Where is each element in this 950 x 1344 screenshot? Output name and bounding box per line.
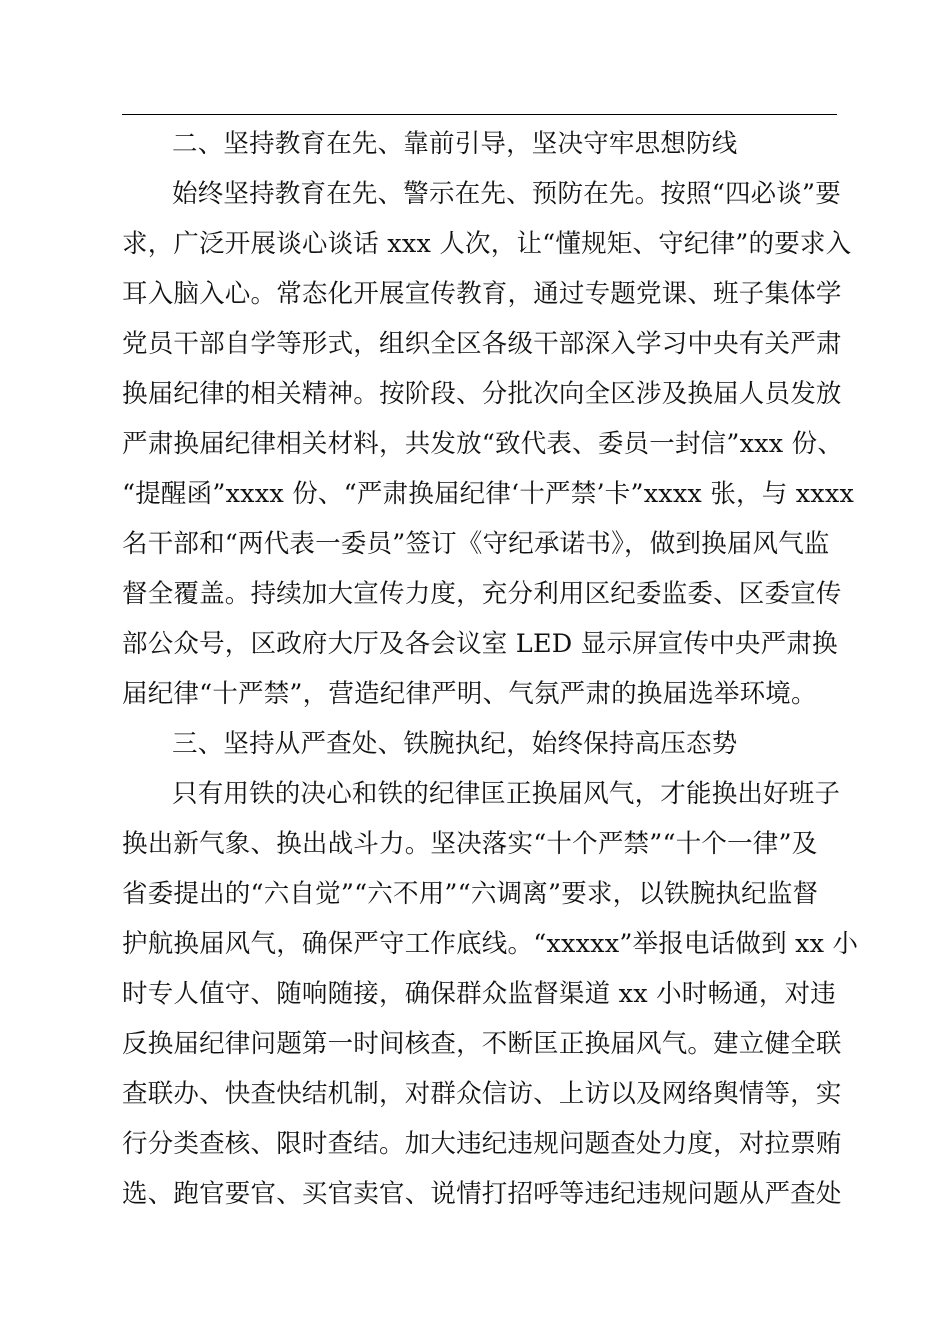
paragraph-line: 省委提出的“六自觉”“六不用”“六调离”要求，以铁腕执纪监督 [122,879,819,909]
paragraph-line: 部公众号，区政府大厅及各会议室 LED 显示屏宣传中央严肃换 [122,629,838,659]
paragraph-line: 换届纪律的相关精神。按阶段、分批次向全区涉及换届人员发放 [122,379,842,409]
paragraph-line: 换出新气象、换出战斗力。坚决落实“十个严禁”“十个一律”及 [122,829,818,859]
paragraph-line: 选、跑官要官、买官卖官、说情打招呼等违纪违规问题从严查处 [122,1179,842,1209]
paragraph-line: 届纪律“十严禁”，营造纪律严明、气氛严肃的换届选举环境。 [122,679,817,709]
paragraph-line: 始终坚持教育在先、警示在先、预防在先。按照“四必谈”要 [172,179,841,209]
paragraph-line: “提醒函”xxxx 份、“严肃换届纪律‘十严禁’卡”xxxx 张，与 xxxx [122,479,855,509]
paragraph-line: 查联办、快查快结机制，对群众信访、上访以及网络舆情等，实 [122,1079,842,1109]
section-heading-3: 三、坚持从严查处、铁腕执纪，始终保持高压态势 [172,729,738,759]
paragraph-line: 名干部和“两代表一委员”签订《守纪承诺书》，做到换届风气监 [122,529,830,559]
paragraph-line: 时专人值守、随响随接，确保群众监督渠道 xx 小时畅通，对违 [122,979,836,1009]
header-rule [122,114,837,115]
paragraph-line: 反换届纪律问题第一时间核查，不断匡正换届风气。建立健全联 [122,1029,842,1059]
paragraph-line: 严肃换届纪律相关材料，共发放“致代表、委员一封信”xxx 份、 [122,429,844,459]
paragraph-line: 党员干部自学等形式，组织全区各级干部深入学习中央有关严肃 [122,329,842,359]
paragraph-line: 行分类查核、限时查结。加大违纪违规问题查处力度，对拉票贿 [122,1129,842,1159]
paragraph-line: 护航换届风气，确保严守工作底线。“xxxxx”举报电话做到 xx 小 [122,929,859,959]
paragraph-line: 督全覆盖。持续加大宣传力度，充分利用区纪委监委、区委宣传 [122,579,842,609]
paragraph-line: 耳入脑入心。常态化开展宣传教育，通过专题党课、班子集体学 [122,279,842,309]
paragraph-line: 只有用铁的决心和铁的纪律匡正换届风气，才能换出好班子 [172,779,841,809]
section-heading-2: 二、坚持教育在先、靠前引导，坚决守牢思想防线 [172,129,738,159]
paragraph-line: 求，广泛开展谈心谈话 xxx 人次，让“懂规矩、守纪律”的要求入 [122,229,852,259]
